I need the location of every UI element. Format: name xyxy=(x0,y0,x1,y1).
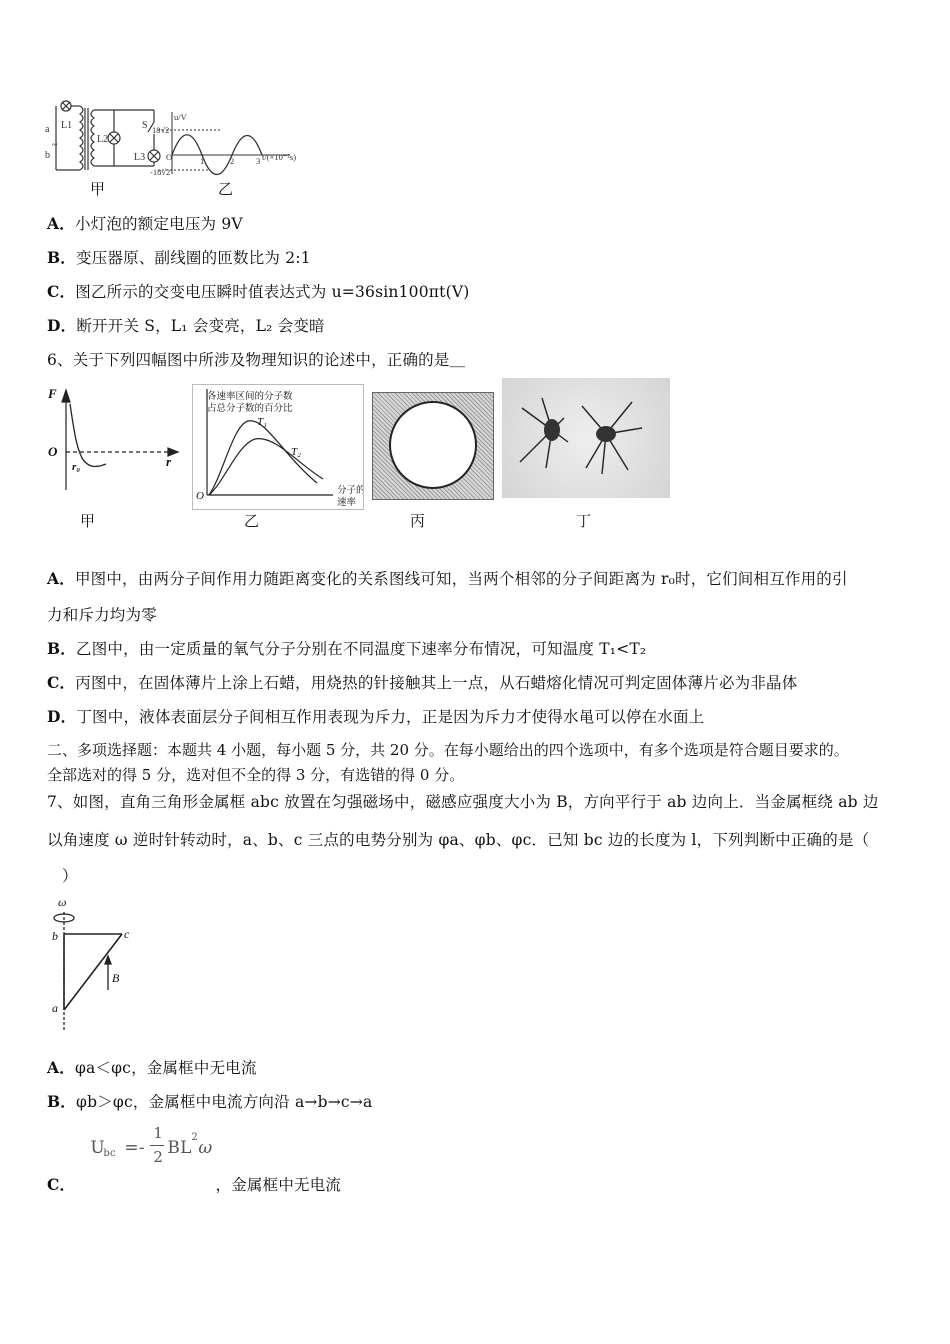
svg-text:b: b xyxy=(45,150,50,161)
y-axis-label: u/V xyxy=(174,112,187,122)
q7-stem-1: 7、如图，直角三角形金属框 abc 放置在匀强磁场中，磁感应强度大小为 B，方向平行于 ab 边向上．当金属框绕 ab 边 xyxy=(47,793,879,811)
x-axis-label: t/(×10⁻²s) xyxy=(262,152,297,162)
force-curve xyxy=(70,404,106,466)
q6-option-b[interactable]: B．乙图中，由一定质量的氧气分子分别在不同温度下速率分布情况，可知温度 T₁<T₂ xyxy=(47,639,647,658)
label-T1: T₁ xyxy=(257,416,267,428)
label-O: O xyxy=(48,444,58,459)
yi-title-1: 各速率区间的分子数 xyxy=(207,392,293,402)
formula: U bc =- 1 2 BL 2 ω xyxy=(90,1124,213,1166)
q5-option-a[interactable]: A．小灯泡的额定电压为 9V xyxy=(47,214,243,233)
q5-option-b[interactable]: B．变压器原、副线圈的匝数比为 2:1 xyxy=(47,248,311,267)
label-a: a xyxy=(52,1001,58,1015)
fig5-caption-jia: 甲 xyxy=(90,180,106,198)
svg-text:S: S xyxy=(142,120,148,131)
section2-header-1: 二、多项选择题：本题共 4 小题，每小题 5 分，共 20 分。在每小题给出的四个选项中，有多个选项是符合题目要求的。 xyxy=(47,741,849,759)
q7-stem-3: ） xyxy=(62,867,78,885)
y-pos-label: 18√2 xyxy=(152,125,170,135)
q7-option-a[interactable]: A．φa＜φc，金属框中无电流 xyxy=(47,1058,257,1077)
curve-T2 xyxy=(209,439,323,495)
y-neg-label: -18√2 xyxy=(150,167,171,177)
label-c: c xyxy=(124,927,130,941)
label-omega: ω xyxy=(58,895,67,909)
tick-3: 3 xyxy=(256,156,261,166)
water-strider-1 xyxy=(544,419,560,441)
q6-figure-ding xyxy=(502,378,670,498)
yi-x-label-2: 速率 xyxy=(337,498,357,508)
wax-circle xyxy=(389,401,477,489)
q6-caption-bing: 丙 xyxy=(410,512,426,530)
q6-caption-jia: 甲 xyxy=(80,512,96,530)
q6-option-c[interactable]: C．丙图中，在固体薄片上涂上石蜡，用烧热的针接触其上一点，从石蜡熔化情况可判定固体薄片必为非晶体 xyxy=(47,673,798,692)
label-b: b xyxy=(52,929,58,943)
q6-caption-ding: 丁 xyxy=(576,512,592,530)
label-F: F xyxy=(48,386,57,401)
tick-2: 2 xyxy=(230,156,235,166)
q7-figure xyxy=(44,892,144,1038)
tick-1: 1 xyxy=(200,156,205,166)
yi-title-2: 占总分子数的百分比 xyxy=(207,404,293,414)
q6-figure-jia xyxy=(44,380,184,498)
q6-option-d[interactable]: D．丁图中，液体表面层分子间相互作用表现为斥力，正是因为斥力才使得水黾可以停在水面上 xyxy=(47,707,705,726)
q5-option-d[interactable]: D．断开开关 S，L₁ 会变亮，L₂ 会变暗 xyxy=(47,316,325,335)
svg-text:L2: L2 xyxy=(97,134,109,145)
q5-option-c[interactable]: C．图乙所示的交变电压瞬时值表达式为 u=36sin100πt(V) xyxy=(47,282,470,301)
q6-stem: 6、关于下列四幅图中所涉及物理知识的论述中，正确的是＿ xyxy=(47,351,466,369)
q7-stem-2: 以角速度 ω 逆时针转动时，a、b、c 三点的电势分别为 φa、φb、φc．已知 bc 边的长度为 l，下列判断中正确的是（ xyxy=(47,831,870,849)
label-r0: r₀ xyxy=(72,461,81,473)
yi-x-label-1: 分子的 xyxy=(337,486,363,496)
q6-caption-yi: 乙 xyxy=(244,512,260,530)
label-T2: T₂ xyxy=(291,446,301,458)
water-strider-2 xyxy=(596,426,616,442)
svg-text:L3: L3 xyxy=(134,152,146,163)
origin-label: O xyxy=(166,152,173,162)
svg-text:L1: L1 xyxy=(61,120,73,131)
voltage-graph xyxy=(150,108,310,178)
svg-text:a: a xyxy=(45,124,50,135)
section2-header-2: 全部选对的得 5 分，选对但不全的得 3 分，有选错的得 0 分。 xyxy=(47,766,465,784)
q6-figure-yi xyxy=(192,384,364,510)
q7-option-b[interactable]: B．φb＞φc，金属框中电流方向沿 a→b→c→a xyxy=(47,1092,373,1111)
label-B: B xyxy=(112,971,120,985)
fig5-caption-yi: 乙 xyxy=(218,180,234,198)
q6-figure-bing xyxy=(372,392,494,500)
q7-option-c[interactable]: C． U bc =- 1 2 BL 2 ω ，金属框中无电流 xyxy=(47,1124,342,1194)
q6-option-a-cont: 力和斥力均为零 xyxy=(47,606,157,624)
label-r: r xyxy=(166,454,172,469)
yi-origin: O xyxy=(196,490,204,502)
q6-option-a[interactable]: A．甲图中，由两分子间作用力随距离变化的关系图线可知，当两个相邻的分子间距离为 r₀时，它们间相互作用的引 xyxy=(47,569,848,588)
svg-text:~: ~ xyxy=(52,140,58,151)
